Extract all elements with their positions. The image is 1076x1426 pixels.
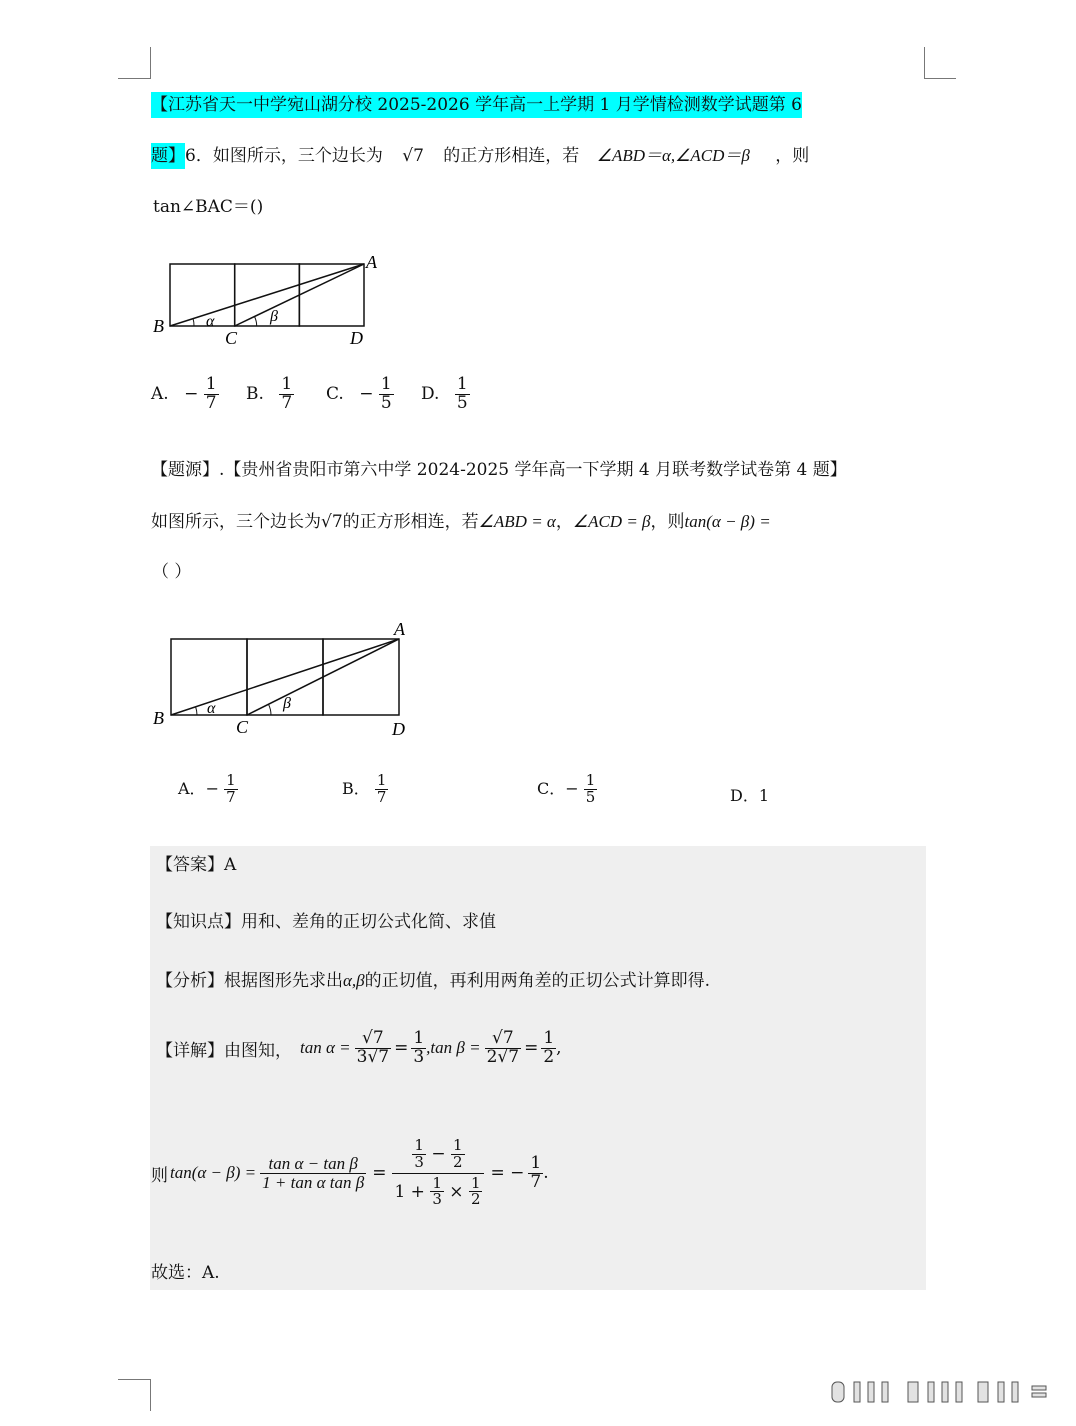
arc-alpha [193,319,194,327]
source-option-C[interactable]: C．− $\frac{1}{5}$ [537,771,596,806]
source-statement: 如图所示，三个边长为√7的正方形相连，若∠ABD = α，∠ACD = β，则tan(α − β) = [151,512,771,532]
figure-squares-1 [150,250,390,350]
answer-line: 【答案】A [156,855,237,875]
arc-beta [269,704,272,715]
corner-mark-top-left [118,78,150,79]
label-beta: β [270,308,278,325]
label-A: A [366,252,377,272]
corner-mark-top-right [924,47,925,79]
problem-source-line1: 【江苏省天一中学宛山湖分校 2025-2026 学年高一上学期 1 月学情检测数学试题第 6 [151,90,802,115]
problem-option-B[interactable]: B. $\frac{1}{7}$ [246,374,293,413]
problem-ask: tan∠BAC＝() [153,197,264,217]
detail-line: 【详解】由图知， tan α = $\frac{√7}{3√7}$ = $\frac{1}{3}$ ,tan β = $\frac{√7}{2√7}$ = $\frac{1}{2}$ , [156,1028,562,1067]
formula-line: 则 tan(α − β) = $\frac{\text{tan α − tan β}}{\text{1 + tan α tan β}}$ = $\frac{1}{3}$ − $\frac{1}{2}$ 1 + $\frac{1}{3}$ × $\frac{1}{2}$ = − $\frac{1}{7}$ . [151,1136,549,1209]
corner-mark-top-left [150,47,151,79]
corner-mark-bottom-left [150,1379,151,1411]
source-option-A[interactable]: A．− $\frac{1}{7}$ [178,771,236,806]
label-beta: β [283,695,291,712]
corner-mark-bottom-left [118,1379,150,1380]
problem-statement: 题】6．如图所示，三个边长为 √7 的正方形相连，若 ∠ABD＝α,∠ACD＝β ，则 [151,141,809,166]
figure-squares-2 [150,615,420,740]
arc-alpha [196,707,197,715]
label-C: C [236,717,249,737]
source-blank: （ ） [152,562,192,582]
watermark-bars [828,1378,1054,1406]
label-D: D [350,328,363,348]
problem-option-A[interactable]: A. − $\frac{1}{7}$ [151,374,217,413]
label-B: B [153,316,164,336]
label-alpha: α [206,313,215,330]
problem-option-D[interactable]: D. $\frac{1}{5}$ [421,374,468,413]
label-alpha: α [207,700,216,717]
label-B: B [153,708,164,728]
label-A: A [394,619,405,639]
source-option-D[interactable]: D．1 [730,786,770,805]
segment-BA [170,264,364,326]
square-3 [299,264,364,326]
label-D: D [392,719,405,739]
problem-option-C[interactable]: C. − $\frac{1}{5}$ [326,374,392,413]
arc-beta [255,317,257,327]
source-header: 【题源】.【贵州省贵阳市第六中学 2024-2025 学年高一下学期 4 月联考数学试卷第 4 题】 [151,460,847,480]
corner-mark-top-right [924,78,956,79]
label-C: C [225,328,238,348]
source-option-B[interactable]: B． $\frac{1}{7}$ [342,771,387,806]
conclusion: 故选：A. [151,1263,220,1283]
analysis: 【分析】根据图形先求出α,β的正切值，再利用两角差的正切公式计算即得. [156,971,711,991]
square-1 [170,264,235,326]
knowledge-point: 【知识点】用和、差角的正切公式化简、求值 [156,912,496,932]
square-3 [323,639,399,715]
